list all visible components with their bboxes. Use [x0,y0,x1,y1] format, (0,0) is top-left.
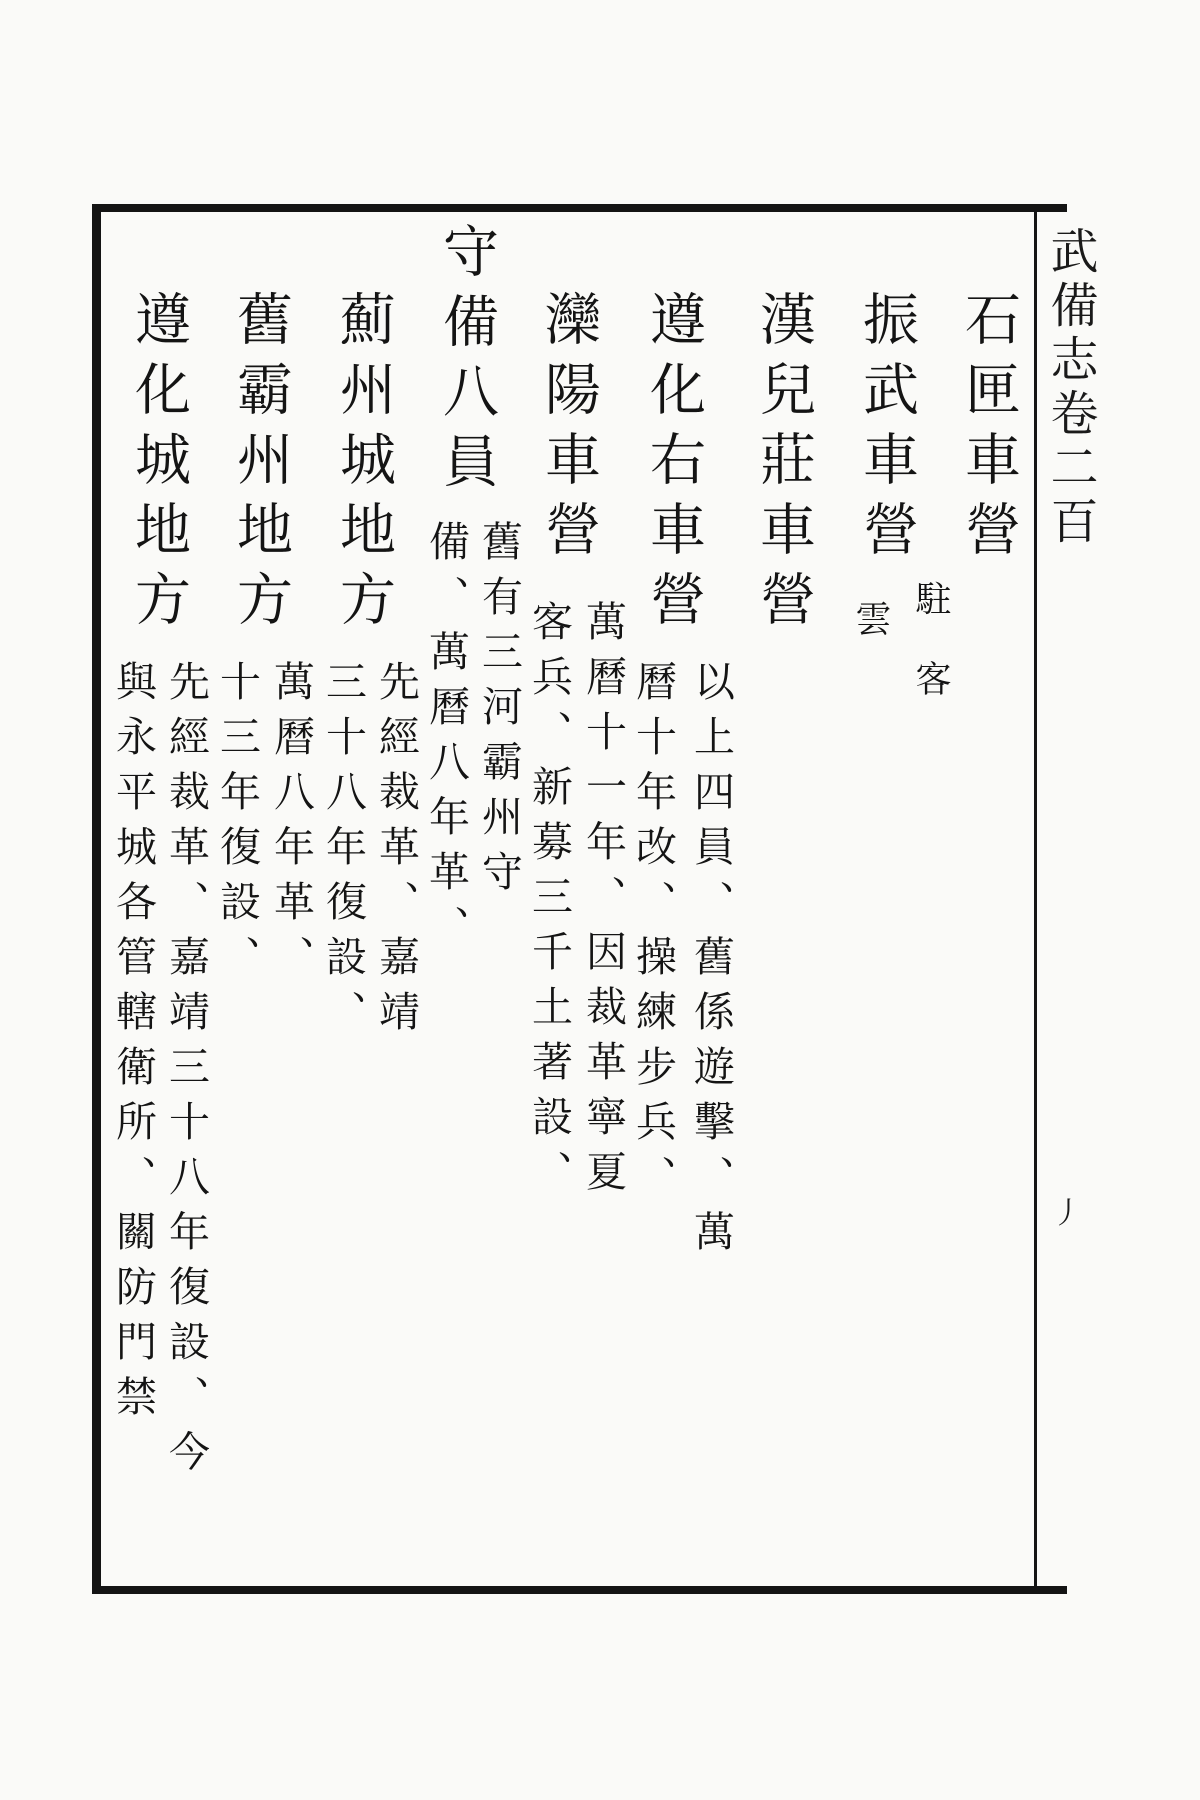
note-ke: 客 [910,660,951,702]
note-yun: 雲 [850,600,891,642]
note-col4-a: 以上四員、舊係遊擊、萬 [687,660,735,1265]
note-col6-b: 備、萬曆八年革、 [422,520,470,960]
margin-title: 武備志卷二百 [1042,226,1098,550]
note-col9-a: 先經裁革、嘉靖三十八年復設、今 [162,660,210,1485]
note-col4-b: 曆十年改、操練步兵、 [629,660,677,1210]
heading-shixia: 石匣車營 [956,290,1021,570]
note-col7-b: 三十八年復設、 [319,660,367,1045]
heading-shoubei: 守備八員 [434,222,499,502]
note-col5-a: 萬曆十一年、因裁革寧夏 [579,600,627,1205]
heading-old-bazhou: 舊霸州地方 [228,290,293,640]
heading-jizhou: 薊州城地方 [331,290,396,640]
center-fold-line [1034,204,1037,1594]
note-col7-a: 先經裁革、嘉靖 [372,660,420,1045]
heading-zhenwu: 振武車營 [854,290,919,570]
note-zhu: 駐 [910,580,951,622]
note-col9-b: 與永平城各管轄衛所、關防門禁 [109,660,157,1430]
heading-zunhua-city: 遵化城地方 [126,290,191,640]
note-col6-a: 舊有三河霸州守 [475,520,523,905]
note-col8-a: 萬曆八年革、 [267,660,315,990]
heading-luanyang: 灤陽車營 [536,290,601,570]
margin-mark: 丿 [1052,1196,1082,1231]
heading-haner: 漢兒莊車營 [751,290,816,640]
note-col5-b: 客兵、新募三千土著設、 [525,600,573,1205]
heading-zunhua-right: 遵化右車營 [641,290,706,640]
note-col8-b: 十三年復設、 [213,660,261,990]
